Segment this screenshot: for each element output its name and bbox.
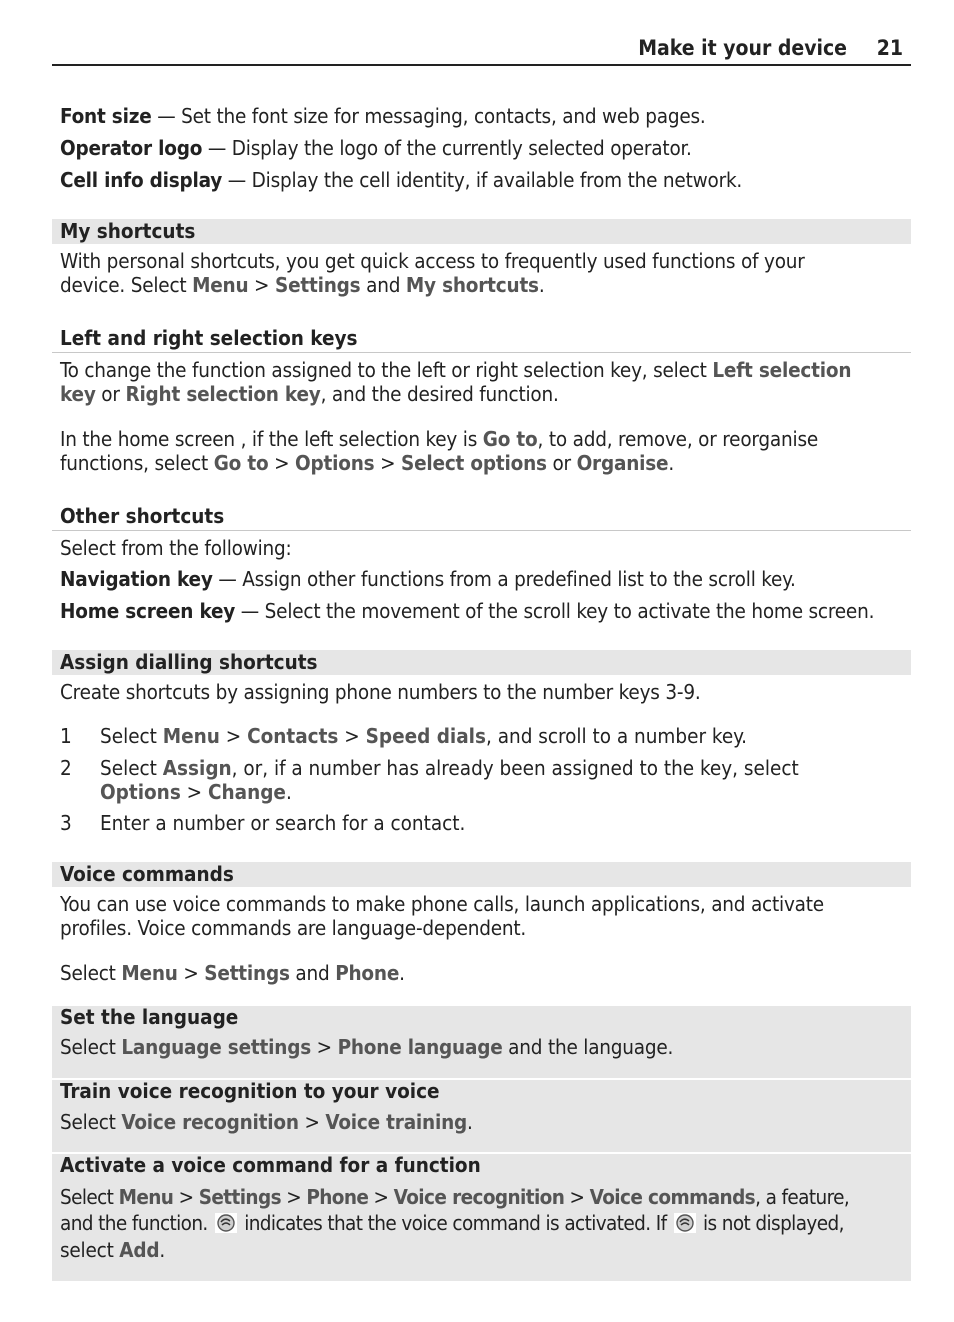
page-header: [52, 34, 911, 66]
voice-line2: profiles. Voice commands are language-dependent.: [60, 916, 527, 940]
step-2: Select Assign, or, if a number has already been assigned to the key, select: [100, 756, 799, 780]
selection-keys-line2: key or Right selection key, and the desired function.: [60, 382, 559, 406]
def-home-screen-key: Home screen key — Select the movement of the scroll key to activate the home screen.: [60, 599, 875, 623]
selection-keys-line3: In the home screen , if the left selection key is Go to, to add, remove, or reorganise: [60, 427, 819, 451]
subsection-title-other-shortcuts: Other shortcuts: [60, 504, 225, 528]
menu-path-item: Menu: [192, 273, 249, 297]
dialling-intro: Create shortcuts by assigning phone numbers to the number keys 3-9.: [60, 680, 701, 704]
tip-title: Train voice recognition to your voice: [60, 1079, 440, 1103]
step-1: Select Menu > Contacts > Speed dials, and scroll to a number key.: [100, 724, 748, 748]
def-desc: — Display the cell identity, if available from the network.: [222, 168, 743, 192]
step-number: 1: [60, 724, 72, 748]
menu-path-item: Settings: [274, 273, 361, 297]
def-cell-info: [60, 168, 910, 192]
def-navigation-key: Navigation key — Assign other functions from a predefined list to the scroll key.: [60, 567, 796, 591]
section-heading-band: [52, 862, 911, 887]
def-font-size: [60, 104, 910, 128]
section-title-voice-commands: Voice commands: [60, 862, 234, 886]
selection-keys-line4: functions, select Go to > Options > Select options or Organise.: [60, 451, 674, 475]
selection-keys-line1: To change the function assigned to the left or right selection key, select Left selection: [60, 358, 852, 382]
other-intro: Select from the following:: [60, 536, 292, 560]
page-number: 21: [876, 36, 903, 60]
divider: [52, 352, 911, 353]
tip-activate-line3: select Add.: [60, 1238, 166, 1262]
tip-language-text: Select Language settings > Phone language and the language.: [60, 1035, 674, 1059]
voice-line1: You can use voice commands to make phone calls, launch applications, and activate: [60, 892, 824, 916]
section-title-dialling: Assign dialling shortcuts: [60, 650, 318, 674]
header-title: Make it your device: [638, 36, 847, 60]
subsection-title-selection-keys: Left and right selection keys: [60, 326, 358, 350]
step-number: 3: [60, 811, 72, 835]
section-title-my-shortcuts: My shortcuts: [60, 219, 196, 243]
tip-training-text: Select Voice recognition > Voice training.: [60, 1110, 473, 1134]
tip-title: Activate a voice command for a function: [60, 1153, 481, 1177]
tip-title: Set the language: [60, 1005, 239, 1029]
def-term: Cell info display: [60, 168, 223, 192]
tip-activate-line1: Select Menu > Settings > Phone > Voice recognition > Voice commands, a feature,: [60, 1185, 850, 1209]
def-operator-logo: [60, 136, 910, 160]
step-number: 2: [60, 756, 72, 780]
divider: [52, 530, 911, 531]
def-term: Operator logo: [60, 136, 203, 160]
my-shortcuts-line2: device. Select Menu > Settings and My shortcuts.: [60, 273, 545, 297]
my-shortcuts-line1: With personal shortcuts, you get quick access to frequently used functions of your: [60, 249, 805, 273]
section-heading-band: [52, 219, 911, 244]
tip-activate-line2: and the function. indicates that the voice command is activated. If is not displayed,: [60, 1211, 844, 1235]
step-3: Enter a number or search for a contact.: [100, 811, 466, 835]
def-term: Font size: [60, 104, 152, 128]
voice-line3: Select Menu > Settings and Phone.: [60, 961, 405, 985]
step-2-cont: Options > Change.: [100, 780, 292, 804]
voice-command-icon: [674, 1213, 696, 1233]
voice-command-icon: [215, 1213, 237, 1233]
def-desc: — Display the logo of the currently selected operator.: [202, 136, 692, 160]
menu-path-item: My shortcuts: [405, 273, 539, 297]
section-heading-band: [52, 650, 911, 675]
def-desc: — Set the font size for messaging, contacts, and web pages.: [151, 104, 706, 128]
